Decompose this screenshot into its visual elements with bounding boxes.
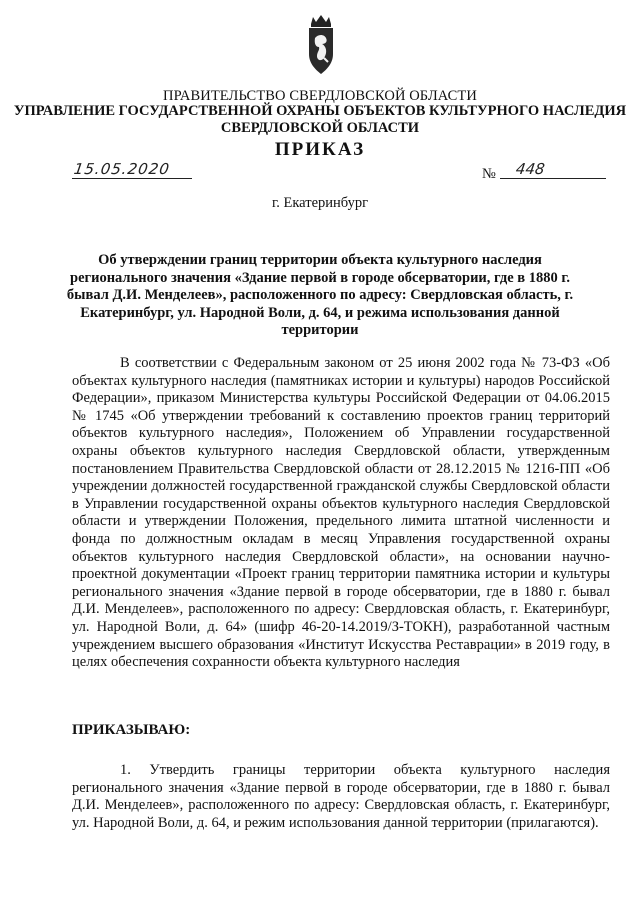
number-underline [500, 178, 606, 179]
coat-of-arms-icon [304, 14, 338, 76]
government-name: ПРАВИТЕЛЬСТВО СВЕРДЛОВСКОЙ ОБЛАСТИ [163, 88, 477, 104]
document-type: ПРИКАЗ [274, 139, 366, 160]
city: г. Екатеринбург [271, 195, 369, 211]
number-sign: № [482, 166, 496, 182]
order-item-1: 1. Утвердить границы территории объекта культурного наследия регионального значения «Здание первой в городе обсерватории, где в 1880 г. бывал Д.И. Менделеев», расположенного по адресу: Свердловская область, г. Екатеринбург, ул. Народной Воли, д. 64, и режим использования данной территории (прилагаются). [72, 762, 610, 831]
department-name-line2: СВЕРДЛОВСКОЙ ОБЛАСТИ [220, 120, 420, 136]
order-directive: ПРИКАЗЫВАЮ: [72, 722, 191, 738]
order-number: 448 [514, 160, 546, 178]
date-underline [72, 178, 192, 179]
department-name-line1: УПРАВЛЕНИЕ ГОСУДАРСТВЕННОЙ ОХРАНЫ ОБЪЕКТОВ КУЛЬТУРНОГО НАСЛЕДИЯ [13, 103, 627, 119]
order-subject: Об утверждении границ территории объекта культурного наследия регионального значения «Здание первой в городе обсерватории, где в 1880 г. бывал Д.И. Менделеев», расположенного по адресу: Свердловская область, г. Екатеринбург, ул. Народной Воли, д. 64, и режима использования данной территории [66, 252, 574, 338]
department-name [0, 103, 640, 137]
order-date: 15.05.2020 [72, 160, 172, 178]
preamble-paragraph: В соответствии с Федеральным законом от 25 июня 2002 года № 73-ФЗ «Об объектах культурного наследия (памятниках истории и культуры) народов Российской Федерации», приказом Министерства культуры Российской Федерации от 04.06.2015 № 1745 «Об утверждении требований к составлению проектов границ территорий объектов культурного наследия», Положением об Управлении государственной охраны объектов культурного наследия Свердловской области, утвержденным постановлением Правительства Свердловской области от 28.12.2015 № 1216-ПП «Об учреждении должностей государственной гражданской службы Свердловской области в Управлении государственной охраны объектов культурного наследия Свердловской области и утверждении Положения, предельного лимита штатной численности и фонда по должностным окладам в месяц Управления государственной охраны объектов культурного наследия Свердловской области», на основании научно-проектной документации «Проект границ территории памятника истории и культуры регионального значения «Здание первой в городе обсерватории, где в 1880 г. бывал Д.И. Менделеев», расположенного по адресу: Свердловская область, г. Екатеринбург, ул. Народной Воли, д. 64» (шифр 46-20-14.2019/З-ТОКН), разработанной частным учреждением высшего образования «Институт Искусства Реставрации» в 2019 году, в целях обеспечения сохранности объекта культурного наследия [72, 355, 610, 671]
